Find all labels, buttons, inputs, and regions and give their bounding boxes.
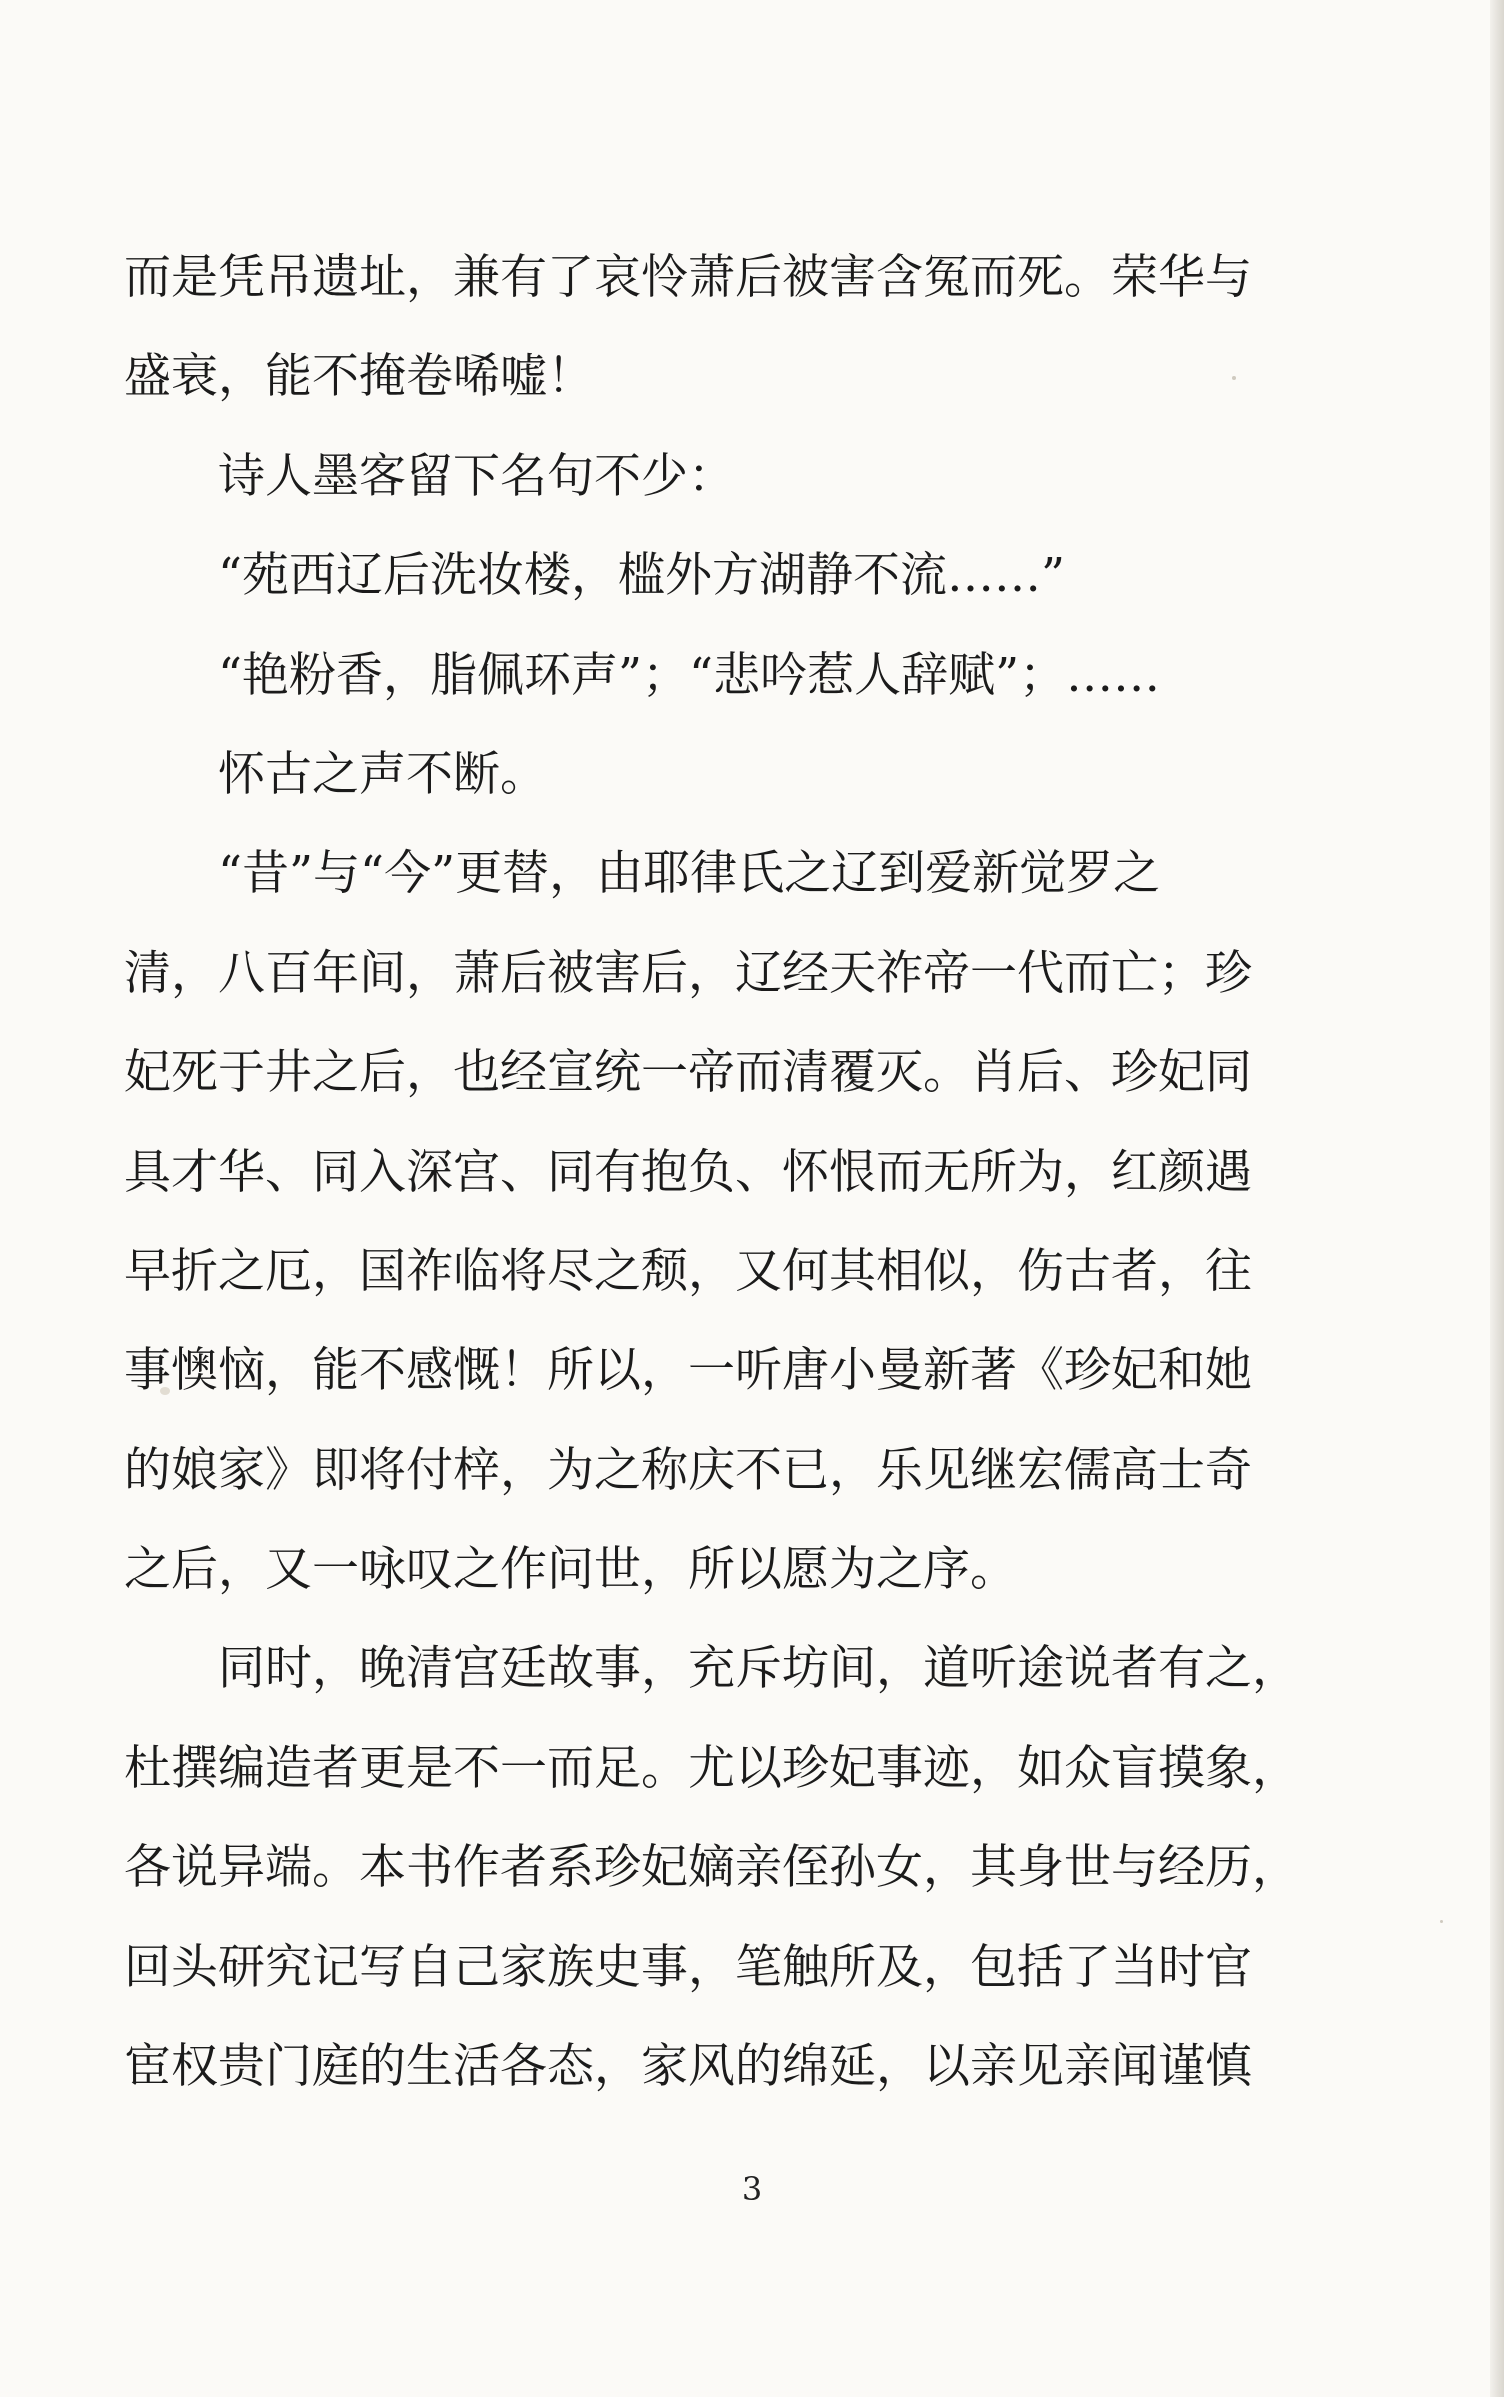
text-line-6: 怀古之声不断。 <box>124 746 547 802</box>
text-line-1: 而是凭吊遗址，兼有了哀怜萧后被害含冤而死。荣华与 <box>124 250 1252 305</box>
text-line-14: 之后，又一咏叹之作问世，所以愿为之序。 <box>124 1542 1017 1598</box>
text-line-8: 清，八百年间，萧后被害后，辽经天祚帝一代而亡；珍 <box>124 945 1252 1001</box>
body-text <box>124 228 1304 2116</box>
text-line-4: “苑西辽后洗妆楼，槛外方湖静不流……” <box>124 548 1066 604</box>
text-line-2: 盛衰，能不掩卷唏嘘！ <box>124 349 594 405</box>
text-line-16: 杜撰编造者更是不一而足。尤以珍妃事迹，如众盲摸象， <box>124 1740 1299 1796</box>
paper-speck <box>1440 1920 1443 1923</box>
page-number: 3 <box>741 2170 763 2208</box>
text-line-19: 宦权贵门庭的生活各态，家风的绵延，以亲见亲闻谨慎 <box>124 2039 1252 2095</box>
text-line-17: 各说异端。本书作者系珍妃嫡亲侄孙女，其身世与经历， <box>124 1840 1299 1896</box>
text-line-10: 具才华、同入深宫、同有抱负、怀恨而无所为，红颜遇 <box>124 1144 1252 1200</box>
text-line-5: “艳粉香，脂佩环声”；“悲吟惹人辞赋”；…… <box>124 647 1161 703</box>
text-line-15: 同时，晚清宫廷故事，充斥坊间，道听途说者有之， <box>124 1641 1299 1697</box>
text-line-9: 妃死于井之后，也经宣统一帝而清覆灭。肖后、珍妃同 <box>124 1045 1252 1101</box>
text-line-18: 回头研究记写自己家族史事，笔触所及，包括了当时官 <box>124 1939 1252 1995</box>
text-line-12: 事懊恼，能不感慨！所以，一听唐小曼新著《珍妃和她 <box>124 1343 1252 1399</box>
text-line-11: 早折之厄，国祚临将尽之颓，又何其相似，伤古者，往 <box>124 1243 1252 1299</box>
page-binding-edge <box>1490 0 1504 2397</box>
text-line-3: 诗人墨客留下名句不少： <box>124 448 735 504</box>
text-line-13: 的娘家》即将付梓，为之称庆不已，乐见继宏儒高士奇 <box>124 1442 1252 1498</box>
text-line-7: “昔”与“今”更替，由耶律氏之辽到爱新觉罗之 <box>124 846 1161 902</box>
